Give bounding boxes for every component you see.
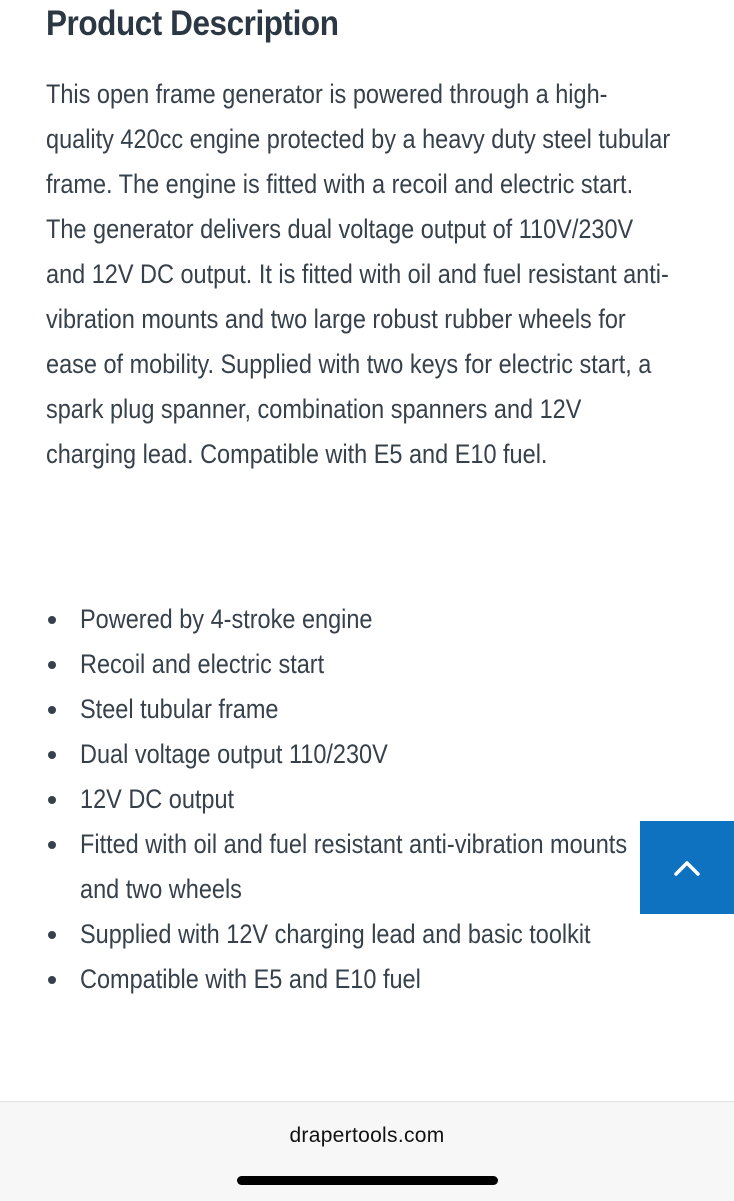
bullet-icon — [48, 796, 56, 804]
feature-text: Compatible with E5 and E10 fuel — [80, 964, 421, 994]
bullet-icon — [48, 706, 56, 714]
feature-text: Recoil and electric start — [80, 649, 325, 679]
list-item — [46, 732, 734, 777]
list-item — [46, 822, 734, 912]
bullet-icon — [48, 751, 56, 759]
list-item — [46, 687, 734, 732]
feature-text: Supplied with 12V charging lead and basic toolkit — [80, 919, 591, 949]
list-item — [46, 912, 734, 957]
list-item — [46, 957, 734, 1002]
scroll-to-top-button[interactable] — [640, 821, 734, 914]
chevron-up-icon — [673, 859, 701, 877]
bullet-icon — [48, 931, 56, 939]
list-item — [46, 777, 734, 822]
list-item — [46, 597, 734, 642]
feature-text: Dual voltage output 110/230V — [80, 739, 388, 769]
url-display[interactable]: drapertools.com — [289, 1124, 445, 1147]
page-title: Product Description — [46, 4, 339, 43]
feature-text: 12V DC output — [80, 784, 235, 814]
feature-text: Fitted with oil and fuel resistant anti-vibration mounts and two wheels — [80, 829, 628, 904]
bullet-icon — [48, 841, 56, 849]
product-description: This open frame generator is powered through a high-quality 420cc engine protected by a heavy duty steel tubular frame. The engine is fitted with a recoil and electric start. The generator delivers dual voltage output of 110V/230V and 12V DC output. It is fitted with oil and fuel resistant anti-vibration mounts and two large robust rubber wheels for ease of mobility. Supplied with two keys for electric start, a spark plug spanner, combination spanners and 12V charging lead. Compatible with E5 and E10 fuel. — [46, 79, 671, 469]
bullet-icon — [48, 661, 56, 669]
bullet-icon — [48, 616, 56, 624]
feature-text: Steel tubular frame — [80, 694, 279, 724]
home-indicator[interactable] — [237, 1176, 498, 1185]
browser-bottom-bar — [0, 1101, 734, 1201]
feature-list — [46, 597, 734, 1002]
list-item — [46, 642, 734, 687]
bullet-icon — [48, 976, 56, 984]
feature-text: Powered by 4-stroke engine — [80, 604, 373, 634]
